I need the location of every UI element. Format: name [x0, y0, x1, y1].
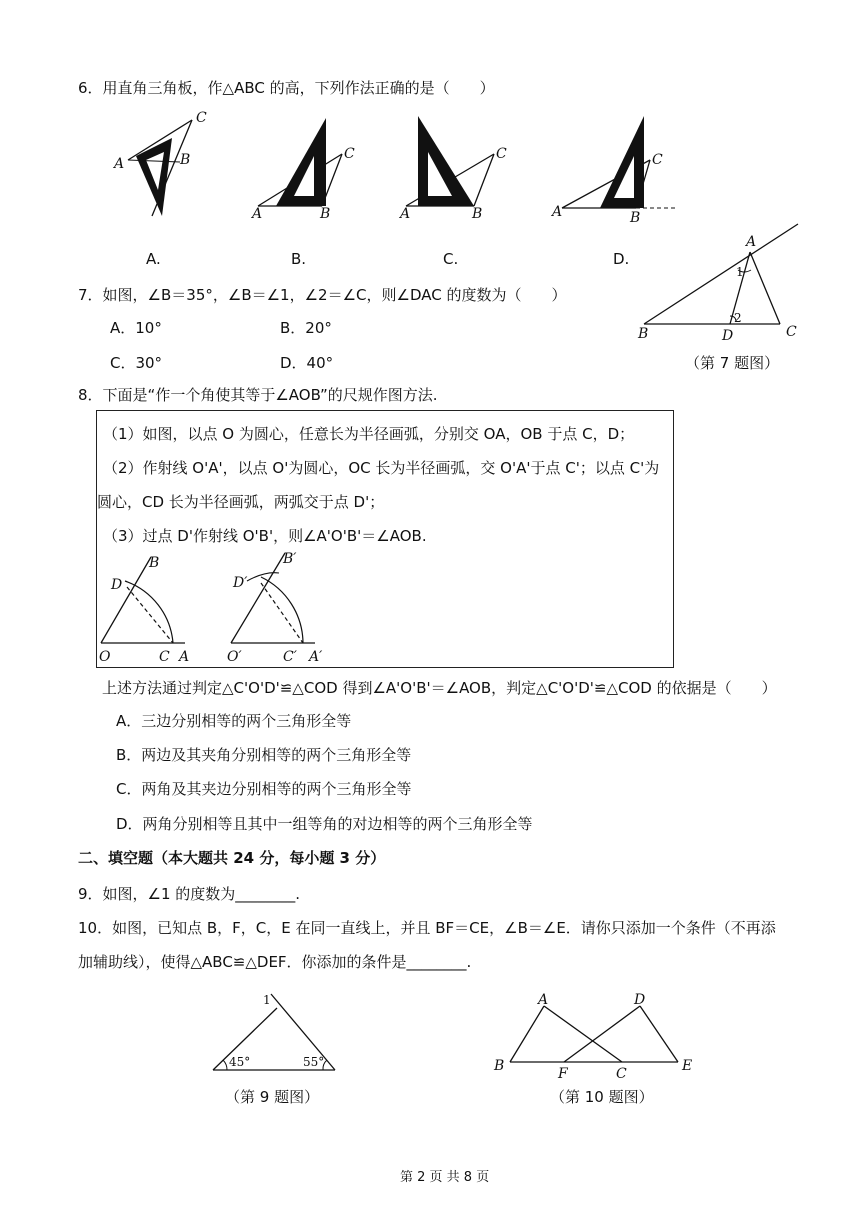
q10-figure [490, 990, 710, 1080]
q8-label-d: D [111, 577, 123, 593]
q8-label-a: A [179, 649, 190, 665]
q8-method-box [96, 410, 674, 668]
q8-option-c: C．两角及其夹边分别相等的两个三角形全等 [116, 780, 412, 798]
q9-caption: （第 9 题图） [225, 1088, 320, 1106]
q10-label-c: C [616, 1066, 627, 1082]
q7-label-a: A [746, 234, 757, 250]
q7-label-2: 2 [734, 311, 742, 325]
q6-figure-b [250, 114, 370, 224]
q7-caption: （第 7 题图） [685, 354, 780, 372]
q9-label-55: 55° [303, 1055, 325, 1069]
q8-label-c-prime: C′ [283, 649, 297, 665]
q8-label-b-prime: B′ [283, 551, 297, 567]
q6-option-d: D. [613, 250, 630, 268]
q10-label-a: A [538, 992, 549, 1008]
q6c-label-c: C [496, 146, 507, 162]
q8-option-b: B．两边及其夹角分别相等的两个三角形全等 [116, 746, 412, 764]
q6-option-a: A. [146, 250, 161, 268]
q6c-label-a: A [400, 206, 411, 222]
q8-label-a-prime: A′ [309, 649, 323, 665]
q7-label-c: C [786, 324, 797, 340]
q7-stem: 7．如图，∠B＝35°，∠B＝∠1，∠2＝∠C，则∠DAC 的度数为（ ） [78, 286, 567, 304]
q8-figure-constructed-angle [225, 549, 345, 667]
q8-label-b: B [149, 555, 160, 571]
q8-step-1: （1）如图，以点 O 为圆心，任意长为半径画弧，分别交 OA，OB 于点 C，D； [103, 425, 635, 443]
q8-label-o-prime: O′ [227, 649, 242, 665]
q8-label-c: C [159, 649, 170, 665]
q8-stem: 8．下面是“作一个角使其等于∠AOB”的尺规作图方法. [78, 386, 438, 404]
q10-line-2: 加辅助线），使得△ABC≌△DEF．你添加的条件是________. [78, 953, 472, 971]
page-footer: 第 2 页 共 8 页 [400, 1170, 490, 1185]
q9-stem: 9．如图，∠1 的度数为________. [78, 885, 301, 903]
q6d-label-c: C [652, 152, 663, 168]
q9-label-1: 1 [263, 993, 271, 1007]
q7-option-a: A．10° [110, 319, 162, 337]
q6a-label-a: A [114, 156, 125, 172]
q10-label-d: D [634, 992, 646, 1008]
q8-option-d: D．两角分别相等且其中一组等角的对边相等的两个三角形全等 [116, 815, 533, 833]
q6b-label-c: C [344, 146, 355, 162]
q8-question: 上述方法通过判定△C'O'D'≌△COD 得到∠A'O'B'＝∠AOB，判定△C'O'D'≌△COD 的依据是（ ） [102, 679, 777, 697]
q10-label-f: F [558, 1066, 568, 1082]
q6a-label-b: B [180, 152, 191, 168]
q10-line-1: 10．如图，已知点 B，F，C，E 在同一直线上，并且 BF＝CE，∠B＝∠E．请你只添加一个条件（不再添 [78, 919, 776, 937]
q7-option-b: B．20° [280, 319, 332, 337]
q9-figure [205, 990, 345, 1080]
q10-caption: （第 10 题图） [550, 1088, 654, 1106]
q10-label-e: E [682, 1058, 693, 1074]
q8-figure-original-angle [97, 549, 207, 667]
q6-figure-a [110, 112, 220, 222]
q6c-label-b: B [472, 206, 483, 222]
q6a-label-c: C [196, 110, 207, 126]
q6d-label-a: A [552, 204, 563, 220]
q8-step-2-line-2: 圆心，CD 长为半径画弧，两弧交于点 D'； [97, 493, 385, 511]
q8-step-2-line-1: （2）作射线 O'A'，以点 O'为圆心，OC 长为半径画弧，交 O'A'于点 C'；以点 C'为 [103, 459, 660, 477]
q10-label-b: B [494, 1058, 505, 1074]
q6-figure-d [548, 112, 678, 224]
q6-option-b: B. [291, 250, 307, 268]
q8-label-d-prime: D′ [233, 575, 248, 591]
section-2-heading: 二、填空题（本大题共 24 分，每小题 3 分） [78, 849, 386, 867]
q6b-label-a: A [252, 206, 263, 222]
q7-label-b: B [638, 326, 649, 342]
q6-option-c: C. [443, 250, 459, 268]
q8-step-3: （3）过点 D'作射线 O'B'，则∠A'O'B'＝∠AOB. [103, 527, 427, 545]
q6-figure-c [398, 112, 518, 224]
q7-label-d: D [722, 328, 734, 344]
q7-option-d: D．40° [280, 354, 334, 372]
q7-label-1: 1 [736, 265, 744, 279]
q6d-label-b: B [630, 210, 641, 226]
q8-label-o: O [99, 649, 111, 665]
q8-option-a: A．三边分别相等的两个三角形全等 [116, 712, 352, 730]
q7-figure [630, 222, 805, 342]
q7-option-c: C．30° [110, 354, 163, 372]
q6-stem: 6．用直角三角板，作△ABC 的高，下列作法正确的是（ ） [78, 79, 495, 97]
q9-label-45: 45° [229, 1055, 251, 1069]
q6b-label-b: B [320, 206, 331, 222]
